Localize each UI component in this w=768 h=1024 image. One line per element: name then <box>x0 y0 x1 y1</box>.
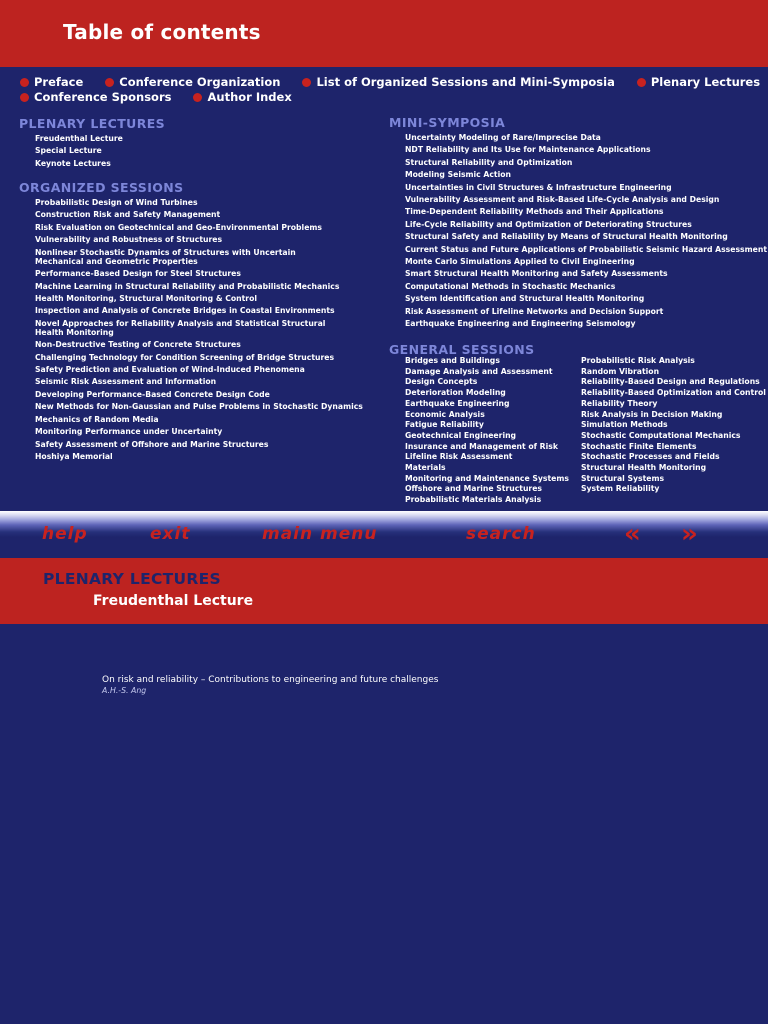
organized-item[interactable]: Mechanics of Random Media <box>35 414 159 424</box>
mini-symposia-item[interactable]: Time-Dependent Reliability Methods and Their Applications <box>405 207 664 217</box>
bullet-icon <box>637 78 646 87</box>
mini-symposia-item[interactable]: System Identification and Structural Health Monitoring <box>405 294 645 304</box>
general-sessions-list-2 <box>581 356 766 495</box>
organized-item[interactable]: Monitoring Performance under Uncertainty <box>35 427 223 437</box>
plenary-lectures-heading: PLENARY LECTURES <box>19 116 166 131</box>
mini-symposia-list <box>405 132 767 331</box>
mini-symposia-item[interactable]: NDT Reliability and Its Use for Maintenance Applications <box>405 145 651 155</box>
plenary-item[interactable]: Keynote Lectures <box>35 158 111 168</box>
mini-symposia-item[interactable]: Structural Safety and Reliability by Means of Structural Health Monitoring <box>405 232 728 242</box>
organized-item[interactable]: Performance-Based Design for Steel Structures <box>35 269 241 279</box>
paper-entry <box>102 675 438 695</box>
general-session-item[interactable]: Materials <box>405 463 446 473</box>
organized-item[interactable]: New Methods for Non-Gaussian and Pulse Problems in Stochastic Dynamics <box>35 402 363 412</box>
mini-symposia-item[interactable]: Structural Reliability and Optimization <box>405 157 573 167</box>
organized-item[interactable]: Health Monitoring, Structural Monitoring & Control <box>35 293 257 303</box>
mini-symposia-item[interactable]: Computational Methods in Stochastic Mechanics <box>405 281 616 291</box>
general-session-item[interactable]: System Reliability <box>581 484 660 494</box>
bullet-icon <box>20 78 29 87</box>
general-session-item[interactable]: Monitoring and Maintenance Systems <box>405 473 569 483</box>
mini-symposia-item[interactable]: Smart Structural Health Monitoring and Safety Assessments <box>405 269 668 279</box>
organized-item[interactable]: Hoshiya Memorial <box>35 451 113 461</box>
organized-item[interactable]: Risk Evaluation on Geotechnical and Geo-Environmental Problems <box>35 222 322 232</box>
general-session-item[interactable]: Geotechnical Engineering <box>405 430 517 440</box>
general-session-item[interactable]: Reliability-Based Design and Regulations <box>581 377 760 387</box>
main-menu-button[interactable]: main menu <box>262 524 378 544</box>
general-session-item[interactable]: Bridges and Buildings <box>405 356 500 365</box>
page-title: Table of contents <box>63 20 261 44</box>
section-header-bar <box>0 558 768 624</box>
organized-item[interactable]: Safety Assessment of Offshore and Marine Structures <box>35 439 269 449</box>
search-button[interactable]: search <box>466 524 536 544</box>
organized-item[interactable]: Novel Approaches for Reliability Analysis and Statistical Structural Health Monitoring <box>35 319 326 338</box>
general-session-item[interactable]: Random Vibration <box>581 366 660 376</box>
nav-link-plenary-lectures[interactable]: Plenary Lectures <box>637 75 760 90</box>
plenary-item[interactable]: Freudenthal Lecture <box>35 134 123 143</box>
general-session-item[interactable]: Offshore and Marine Structures <box>405 484 543 494</box>
organized-item[interactable]: Nonlinear Stochastic Dynamics of Structures with Uncertain Mechanical and Geometric Properties <box>35 248 296 267</box>
title-bar <box>0 0 768 67</box>
general-session-item[interactable]: Insurance and Management of Risk <box>405 441 558 451</box>
exit-button[interactable]: exit <box>150 524 191 544</box>
general-session-item[interactable]: Lifeline Risk Assessment <box>405 452 513 462</box>
section-subtitle: Freudenthal Lecture <box>93 593 254 609</box>
mini-symposia-item[interactable]: Modeling Seismic Action <box>405 170 511 180</box>
top-nav-row-2 <box>20 90 760 105</box>
organized-list <box>35 197 363 463</box>
general-sessions-list-1 <box>405 356 569 506</box>
nav-link-preface[interactable]: Preface <box>20 75 83 90</box>
paper-author: A.H.-S. Ang <box>102 686 147 695</box>
organized-item[interactable]: Construction Risk and Safety Management <box>35 210 221 220</box>
organized-item[interactable]: Developing Performance-Based Concrete Design Code <box>35 389 270 399</box>
general-session-item[interactable]: Fatigue Reliability <box>405 420 484 430</box>
general-session-item[interactable]: Structural Health Monitoring <box>581 463 707 473</box>
mini-symposia-item[interactable]: Earthquake Engineering and Engineering Seismology <box>405 319 636 329</box>
general-session-item[interactable]: Earthquake Engineering <box>405 398 510 408</box>
general-session-item[interactable]: Risk Analysis in Decision Making <box>581 409 723 419</box>
mini-symposia-item[interactable]: Risk Assessment of Lifeline Networks and Decision Support <box>405 306 664 316</box>
organized-item[interactable]: Challenging Technology for Condition Screening of Bridge Structures <box>35 352 335 362</box>
mini-symposia-heading: MINI-SYMPOSIA <box>389 115 506 130</box>
general-session-item[interactable]: Reliability-Based Optimization and Control <box>581 388 766 398</box>
help-button[interactable]: help <box>42 524 88 544</box>
plenary-list <box>35 133 123 170</box>
top-navigation <box>20 75 760 105</box>
nav-link-conference-sponsors[interactable]: Conference Sponsors <box>20 90 171 105</box>
general-session-item[interactable]: Probabilistic Materials Analysis <box>405 495 542 505</box>
bullet-icon <box>20 93 29 102</box>
mini-symposia-item[interactable]: Vulnerability Assessment and Risk-Based Life-Cycle Analysis and Design <box>405 195 720 205</box>
bullet-icon <box>302 78 311 87</box>
top-nav-row-1 <box>20 75 760 90</box>
mini-symposia-item[interactable]: Uncertainties in Civil Structures & Infrastructure Engineering <box>405 182 672 192</box>
paper-title-link[interactable]: On risk and reliability – Contributions to engineering and future challenges <box>102 675 439 685</box>
organized-item[interactable]: Seismic Risk Assessment and Information <box>35 377 217 387</box>
bullet-icon <box>105 78 114 87</box>
organized-item[interactable]: Machine Learning in Structural Reliability and Probabilistic Mechanics <box>35 281 340 291</box>
general-session-item[interactable]: Design Concepts <box>405 377 478 387</box>
organized-item[interactable]: Safety Prediction and Evaluation of Wind-Induced Phenomena <box>35 365 305 375</box>
general-session-item[interactable]: Reliability Theory <box>581 398 658 408</box>
general-session-item[interactable]: Deterioration Modeling <box>405 388 506 398</box>
general-session-item[interactable]: Economic Analysis <box>405 409 485 419</box>
general-session-item[interactable]: Structural Systems <box>581 473 665 483</box>
mini-symposia-item[interactable]: Uncertainty Modeling of Rare/Imprecise Data <box>405 133 601 142</box>
organized-sessions-heading: ORGANIZED SESSIONS <box>19 180 184 195</box>
next-page-icon[interactable]: » <box>681 519 694 549</box>
general-session-item[interactable]: Stochastic Finite Elements <box>581 441 697 451</box>
mini-symposia-item[interactable]: Monte Carlo Simulations Applied to Civil Engineering <box>405 257 635 267</box>
organized-item[interactable]: Vulnerability and Robustness of Structures <box>35 235 223 245</box>
general-sessions-heading: GENERAL SESSIONS <box>389 342 535 357</box>
organized-item[interactable]: Non-Destructive Testing of Concrete Structures <box>35 340 241 350</box>
previous-page-icon[interactable]: « <box>624 519 637 549</box>
section-title: PLENARY LECTURES <box>43 570 221 588</box>
nav-link-organized-sessions[interactable]: List of Organized Sessions and Mini-Symposia <box>302 75 614 90</box>
general-session-item[interactable]: Stochastic Processes and Fields <box>581 452 720 462</box>
organized-item[interactable]: Inspection and Analysis of Concrete Bridges in Coastal Environments <box>35 306 335 316</box>
mini-symposia-item[interactable]: Current Status and Future Applications of Probabilistic Seismic Hazard Assessment <box>405 244 767 254</box>
nav-link-conference-organization[interactable]: Conference Organization <box>105 75 280 90</box>
nav-link-author-index[interactable]: Author Index <box>193 90 291 105</box>
general-session-item[interactable]: Probabilistic Risk Analysis <box>581 356 695 365</box>
general-session-item[interactable]: Damage Analysis and Assessment <box>405 366 553 376</box>
bullet-icon <box>193 93 202 102</box>
organized-item[interactable]: Probabilistic Design of Wind Turbines <box>35 198 198 207</box>
general-session-item[interactable]: Stochastic Computational Mechanics <box>581 430 741 440</box>
navigation-toolbar <box>0 511 768 557</box>
mini-symposia-item[interactable]: Life-Cycle Reliability and Optimization of Deteriorating Structures <box>405 219 692 229</box>
plenary-item[interactable]: Special Lecture <box>35 146 102 156</box>
general-session-item[interactable]: Simulation Methods <box>581 420 668 430</box>
